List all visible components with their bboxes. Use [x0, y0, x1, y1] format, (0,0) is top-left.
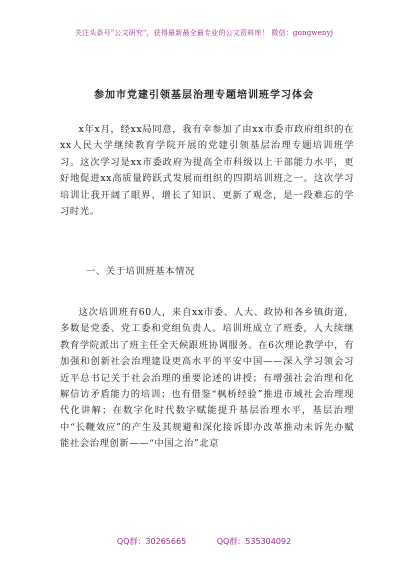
- footer-promo-banner: [0, 536, 408, 547]
- document-title: 参加市党建引领基层治理专题培训班学习体会: [94, 90, 314, 101]
- header-promo-banner: 关注头条号"公文研究"，获得最新最全最专业的公文资料库！ 微信：gongwenyj: [74, 29, 334, 37]
- section-heading: 一、关于培训班基本情况: [86, 266, 195, 277]
- section-paragraph: 这次培训班有60人，来自xx市委、人大、政协和各乡镇街道，多数是党委、党工委和党组负责人。培训班成立了班委，人大续继教育学院派出了班主任全天候跟班协调服务。在6次理论教学中，有加强和创新社会治理建设更高水平的平安中国——深入学习领会习近平总书记关于社会治理的重要论述的讲授；有增强社会治理和化解信访矛盾能力的培训；也有借鉴“枫桥经验”推进市域社会治理现代化讲解；在数字化时代数字赋能提升基层治理水平，基层治理中“长鞭效应”的产生及其规避和深化接诉即办改革推动未诉先办赋能社会治理创新——“中国之治”北京: [60, 307, 354, 450]
- footer-qq-group-1: QQ群：30265665: [116, 537, 187, 546]
- footer-qq-group-2: QQ群：535304092: [216, 537, 292, 546]
- intro-paragraph: x年x月，经xx局同意，我有幸参加了由xx市委市政府组织的在xx人民大学继续教育学院开展的党建引领基层治理专题培训班学习。这次学习是xx市委政府为提高全市科级以上干部能力水平，更好地促进xx高质量跨跃式发展而组织的四期培训班之一。这次学习培训让我开阔了眼界、增长了知识、更新了观念，是一段难忘的学习时光。: [60, 124, 354, 218]
